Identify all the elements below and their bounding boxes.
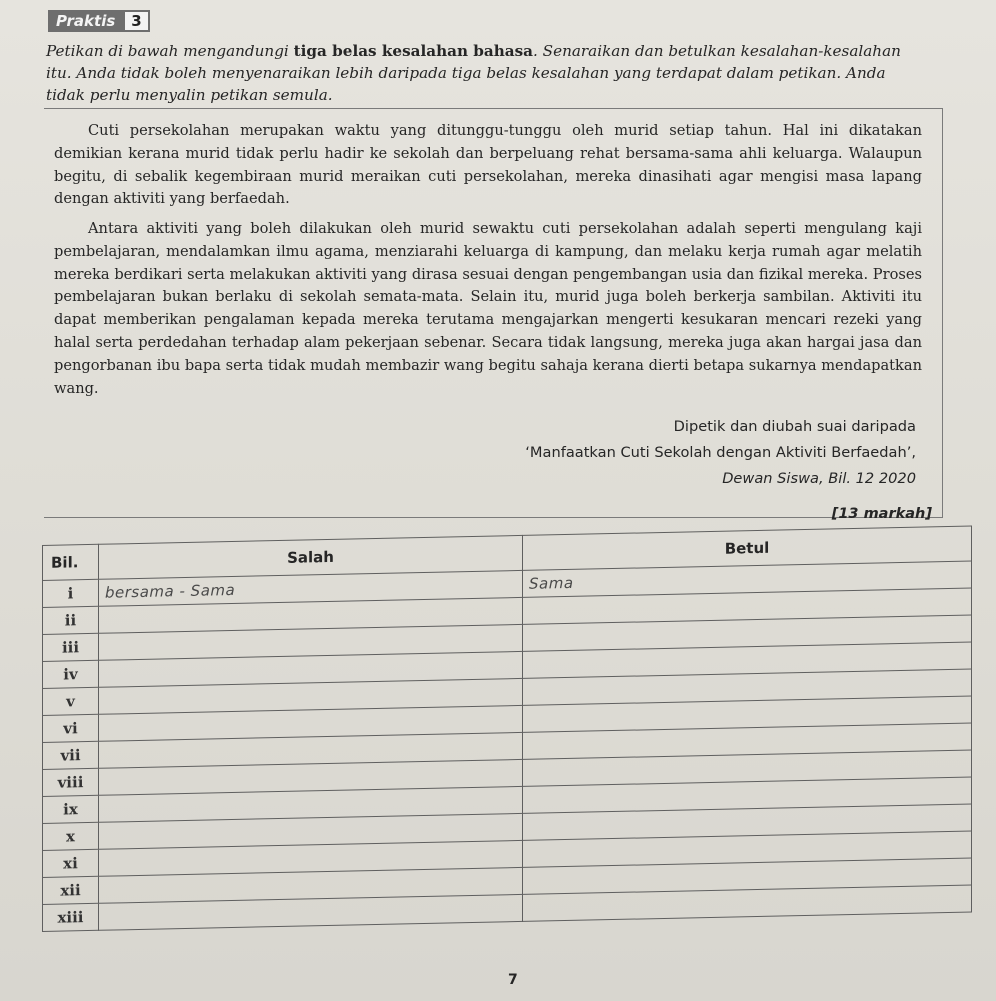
passage-paragraph-1: Cuti persekolahan merupakan waktu yang ditunggu-tunggu oleh murid setiap tahun. Hal ini dikatakan demikian kerana murid tidak perlu hadir ke sekolah dan berpeluang rehat bersama-sama ahli keluarga. Walaupun begitu, di sebalik kegembiraan murid meraikan cuti persekolahan, mereka dinasihati agar mengisi masa lapang dengan aktiviti yang berfaedah. — [54, 122, 922, 208]
row-number: iii — [43, 633, 99, 661]
header-bil: Bil. — [43, 544, 99, 580]
row-number: vi — [43, 714, 99, 742]
instructions-part1: Petikan di bawah mengandungi — [46, 42, 294, 60]
instructions-part2: . Senaraikan dan betulkan kesalahan-kesalahan itu. Anda tidak boleh menyenaraikan lebih daripada tiga belas kesalahan yang terdapat dalam petikan. Anda tidak perlu menyalin petikan semula. — [46, 42, 901, 104]
row-number: xi — [43, 849, 99, 877]
row-number: x — [43, 822, 99, 850]
row-number: viii — [43, 768, 99, 796]
row-number: vii — [43, 741, 99, 769]
instructions — [46, 40, 916, 106]
instructions-bold: tiga belas kesalahan bahasa — [293, 42, 534, 60]
answer-table — [42, 526, 972, 970]
passage-paragraph-2: Antara aktiviti yang boleh dilakukan oleh murid sewaktu cuti persekolahan adalah seperti mengulang kaji pembelajaran, mendalamkan ilmu agama, menziarahi keluarga di kampung, dan melaku kerja rumah agar melatih mereka berdikari serta melakukan aktiviti yang dirasa sesuai dengan pengembangan usia dan fizikal mereka. Proses pembelajaran bukan berlaku di sekolah semata-mata. Selain itu, murid juga boleh berkerja sambilan. Aktiviti itu dapat memberikan pengalaman kepada mereka terutama mengajarkan mengerti kesukaran mencari rezeki yang halal serta perdedahan terhadap alam pekerjaan sebenar. Secara tidak langsung, mereka juga akan hargai jasa dan pengorbanan ibu bapa serta tidak mudah membazir wang begitu sahaja kerana dierti betapa sukarnya mendapatkan wang. — [54, 220, 922, 397]
exercise-heading — [48, 10, 150, 32]
page-number: 7 — [508, 972, 518, 988]
row-number: iv — [43, 660, 99, 688]
exercise-label: Praktis — [48, 10, 123, 32]
row-number: ii — [43, 606, 99, 634]
marks-label: [13 markah] — [831, 506, 932, 522]
source-line-1: Dipetik dan diubah suai daripada — [673, 418, 916, 435]
exercise-number: 3 — [123, 10, 149, 32]
row-number: ix — [43, 795, 99, 823]
row-number: xiii — [43, 903, 99, 931]
row-number: i — [43, 579, 99, 607]
header-betul: Betul — [523, 526, 972, 570]
row-number: v — [43, 687, 99, 715]
correct-answer-cell[interactable]: Sama — [523, 561, 972, 597]
source-line-2: ‘Manfaatkan Cuti Sekolah dengan Aktiviti Berfaedah’, — [525, 444, 916, 461]
header-salah: Salah — [99, 535, 523, 579]
source-line-3: Dewan Siswa, Bil. 12 2020 — [722, 470, 916, 487]
row-number: xii — [43, 876, 99, 904]
wrong-answer-cell[interactable]: bersama - Sama — [99, 570, 523, 606]
